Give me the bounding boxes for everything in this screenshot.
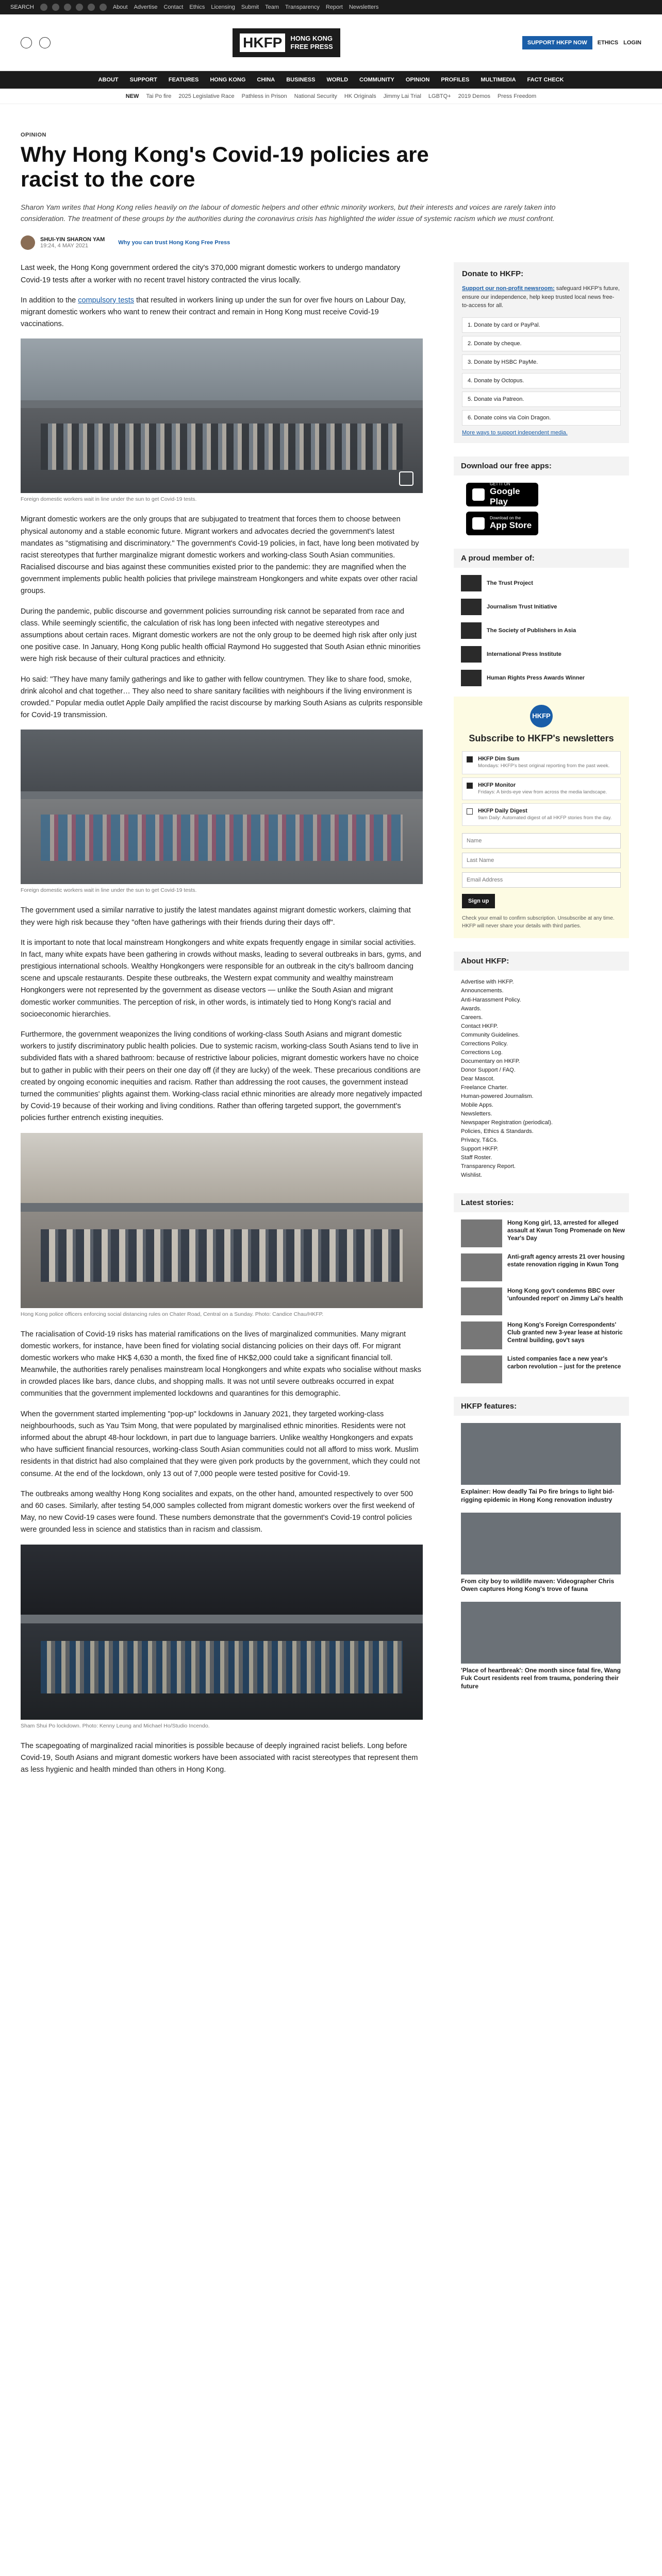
feature-image [461, 1423, 621, 1485]
about-link[interactable]: Dear Mascot. [461, 1075, 495, 1082]
inline-link[interactable]: compulsory tests [78, 296, 135, 304]
menu-icon[interactable] [21, 37, 32, 48]
trending-item[interactable]: National Security [294, 93, 337, 99]
social-links [40, 4, 107, 11]
paragraph: The government used a similar narrative to justify the latest mandates against migrant domestic workers, claiming that they were high risk because they "often have gatherings with their friends during their days off". [21, 906, 411, 927]
article-wrap [21, 104, 641, 1784]
search-icon[interactable] [39, 37, 51, 48]
member-logo[interactable]: Human Rights Press Awards Winner [461, 670, 629, 686]
ipi-icon [461, 646, 482, 663]
apps-title: Download our free apps: [454, 456, 629, 476]
trending-item[interactable]: 2025 Legislative Race [178, 93, 235, 99]
article-body [21, 262, 423, 1784]
about-list [454, 978, 629, 1180]
article-photo [21, 730, 423, 884]
story-thumbnail [461, 1355, 502, 1383]
paragraph: The outbreaks among wealthy Hong Kong socialites and expats, on the other hand, amounted respectively to over 500 and 60 cases. Similarly, after testing 54,000 samples collected from migrant domestic workers over the first weekend of May, no new Covid-19 cases were found. These numbers demonstrate that the government's Covid-19 control policies were grounded less in science and statistics than in racism and classism. [21, 1489, 415, 1534]
about-link[interactable]: Mobile Apps. [461, 1102, 493, 1109]
trending-label: NEW [125, 93, 139, 99]
last-name-field[interactable] [462, 853, 621, 868]
feature-story[interactable] [454, 1602, 629, 1691]
topbar-link[interactable]: Report [325, 4, 343, 10]
donate-option[interactable]: 4. Donate by Octopus. [462, 373, 621, 388]
topbar-link[interactable]: Newsletters [349, 4, 379, 10]
telegram-icon[interactable] [88, 4, 95, 11]
about-link[interactable]: Community Guidelines. [461, 1031, 520, 1038]
support-button[interactable]: SUPPORT HKFP NOW [522, 36, 592, 49]
about-link[interactable]: Donor Support / FAQ. [461, 1066, 516, 1073]
nav-item[interactable]: PROFILES [441, 77, 470, 83]
feature-story[interactable] [454, 1513, 629, 1594]
about-link[interactable]: Newsletters. [461, 1111, 492, 1117]
about-link[interactable]: Support HKFP. [461, 1146, 499, 1153]
logo-mark: HKFP [240, 33, 285, 52]
latest-story[interactable] [461, 1321, 629, 1349]
masthead-icons [21, 37, 51, 48]
topbar-link[interactable]: Submit [241, 4, 259, 10]
member-logo[interactable]: International Press Institute [461, 646, 629, 663]
newsletter-option[interactable]: HKFP Monitor Fridays: A birds-eye view from across the media landscape. [462, 777, 621, 800]
about-link[interactable]: Documentary on HKFP. [461, 1058, 520, 1064]
about-link[interactable]: Corrections Policy. [461, 1040, 508, 1047]
latest-story[interactable] [461, 1355, 629, 1383]
linkedin-icon[interactable] [100, 4, 107, 11]
latest-story[interactable] [461, 1253, 629, 1281]
main-nav [0, 71, 662, 89]
author-name[interactable]: SHUI-YIN SHARON YAM [40, 236, 105, 243]
about-link[interactable]: Policies, Ethics & Standards. [461, 1128, 534, 1135]
latest-title: Latest stories: [454, 1193, 629, 1212]
member-logo[interactable]: The Society of Publishers in Asia [461, 622, 629, 639]
google-play-icon [472, 488, 485, 501]
topbar-link[interactable]: Team [265, 4, 279, 10]
article-photo [21, 338, 423, 493]
donate-option[interactable]: 2. Donate by cheque. [462, 336, 621, 351]
donate-box [454, 262, 629, 443]
member-logo[interactable]: Journalism Trust Initiative [461, 599, 629, 615]
name-field[interactable] [462, 833, 621, 849]
article-photo [21, 1133, 423, 1308]
story-thumbnail [461, 1287, 502, 1315]
facebook-icon[interactable] [40, 4, 47, 11]
topbar-link[interactable]: Advertise [134, 4, 158, 10]
hrpa-icon [461, 670, 482, 686]
latest-list [454, 1219, 629, 1383]
feature-image [461, 1602, 621, 1664]
paragraph: Migrant domestic workers are the only groups that are subjugated to treatment that forces them to choose between physical autonomy and a stable economic future. Migrant workers and advocates decried the government's latest mandates as "stigmatising and discriminatory." The government's Covid-19 policies, in fact, have long been motivated by racist stereotypes that further marginalize migrant domestic workers and working-class South Asian communities. Racialised discourse and bias against these communities existed prior to the pandemic: they are magnified when the government implements public health policies that privilege mainstream Hongkongers and white expats over other racial groups. [21, 515, 419, 596]
trending-item[interactable]: Jimmy Lai Trial [383, 93, 421, 99]
about-link[interactable]: Staff Roster. [461, 1155, 492, 1161]
nav-item[interactable]: HONG KONG [210, 77, 246, 83]
sopa-icon [461, 622, 482, 639]
donate-intro: Support our non-profit newsroom: safeguard HKFP's future, ensure our independence, help keep trusted local news free-to-access for all. [462, 285, 620, 309]
story-title: Listed companies face a new year's carbon revolution – just for the pretence [507, 1356, 621, 1370]
donate-more-link[interactable]: More ways to support independent media. [462, 429, 568, 436]
about-link[interactable]: Anti-Harassment Policy. [461, 996, 521, 1003]
trending-item[interactable]: Tai Po fire [146, 93, 172, 99]
topbar-link[interactable]: Licensing [211, 4, 235, 10]
about-link[interactable]: Corrections Log. [461, 1049, 503, 1056]
newsletter-option[interactable]: HKFP Daily Digest 9am Daily: Automated digest of all HKFP stories from the day. [462, 803, 621, 826]
expand-icon[interactable] [399, 471, 413, 486]
about-link[interactable]: Advertise with HKFP. [461, 979, 514, 986]
youtube-icon[interactable] [76, 4, 83, 11]
nav-item[interactable]: WORLD [326, 77, 349, 83]
trust-project-icon [461, 575, 482, 591]
about-title: About HKFP: [454, 952, 629, 971]
checkbox-checked-icon [467, 756, 473, 762]
topbar-link[interactable]: About [112, 4, 128, 10]
about-link[interactable]: Contact HKFP. [461, 1023, 498, 1029]
donate-option[interactable]: 5. Donate via Patreon. [462, 392, 621, 407]
paragraph: It is important to note that local mainstream Hongkongers and white expats frequently engage in similar social activities. In fact, many white expats have been gathering in crowds without masks, leading to several outbreaks in bars, gyms, and prestigious international schools. Wealthy Hongkongers were responsible for an outbreak in the city's ballroom dancing scene and upscale restaurants. Despite these outbreaks, the Western expat community and wealthy mainstream Hongkongers were not represented by the government as disease vectors — unlike the South Asian and migrant domestic worker communities. The perception of risk, in other words, is intimately tied to Hong Kong's racial and socioeconomic hierarchies. [21, 938, 421, 1019]
content-columns [21, 262, 641, 1784]
trust-link[interactable]: Why you can trust Hong Kong Free Press [118, 240, 230, 246]
member-logo[interactable]: The Trust Project [461, 575, 629, 591]
topbar-link[interactable]: Transparency [285, 4, 320, 10]
newsletter-option[interactable]: HKFP Dim Sum Mondays: HKFP's best original reporting from the past week. [462, 751, 621, 774]
trending-item[interactable]: HK Originals [344, 93, 376, 99]
feature-image [461, 1513, 621, 1574]
latest-story[interactable] [461, 1219, 629, 1247]
latest-story[interactable] [461, 1287, 629, 1315]
paragraph: Ho said: "They have many family gatherings and like to gather with fellow countrymen. They like to share food, smoke, drink alcohol and chat together… They also need to share sanitary facilities with neighbours if the living environment is crowded." Popular media outlet Apple Daily amplified the racist discourse by marking South Asians as culprits responsible for Covid-19 transmission. [21, 675, 423, 720]
logo-name: HONG KONG FREE PRESS [290, 34, 333, 50]
newsletter-box [454, 697, 629, 939]
author-avatar [21, 235, 35, 250]
sidebar [454, 262, 629, 1784]
features-list [454, 1423, 629, 1690]
paragraph: The racialisation of Covid-19 risks has material ramifications on the lives of marginalized communities. Many migrant domestic workers, for instance, have been fined for violating social distancing policies on their days off. For migrant domestic workers who make HK$ 4,630 a month, the fixed fine of HK$2,000 could take a significant financial toll. Meanwhile, the authorities rarely penalises mainstream local Hongkongers and white expats who socialise without masks in crowded places like bars, dance clubs, and shopping malls. It was not until severe outbreaks occurred in expat communities that the government implemented lockdowns and quarantines for this demographic. [21, 1330, 421, 1398]
newsletter-note: Check your email to confirm subscription. Unsubscribe at any time. HKFP will never share your details with third parties. [462, 916, 615, 929]
paragraph: Furthermore, the government weaponizes the living conditions of working-class South Asians and migrant domestic workers to justify discriminatory public health policies. Due to systemic racism, working-class South Asians tend to live in subdivided flats with a shared bathroom: because of restrictive labour policies, migrant domestic workers have no choice but to gather in public with their peers on their one day off (if they are lucky) of the week. These precarious conditions are created by ongoing economic inequities and racism. Rather than addressing the root causes, the government instead turned the communities' plights against them. Working-class racial ethnic minorities are already more negatively impacted by Covid-19 because of their working and living conditions. Rather than offering targeted support, the government's policies further entrench existing inequities. [21, 1030, 422, 1123]
nav-item[interactable]: BUSINESS [286, 77, 316, 83]
about-link[interactable]: Newspaper Registration (periodical). [461, 1120, 553, 1126]
hkfp-badge: HKFP [530, 705, 553, 727]
paragraph: Last week, the Hong Kong government ordered the city's 370,000 migrant domestic workers to undergo mandatory Covid-19 tests after a worker with no recent travel history contracted the virus locally. [21, 264, 401, 284]
feature-title: 'Place of heartbreak': One month since fatal fire, Wang Fuk Court residents reel from trauma, pondering their future [461, 1666, 621, 1690]
story-title: Hong Kong gov't condemns BBC over 'unfounded report' on Jimmy Lai's health [507, 1288, 623, 1302]
about-section [454, 952, 629, 1180]
masthead-actions [522, 36, 641, 49]
feature-story[interactable] [454, 1423, 629, 1504]
login-link[interactable]: LOGIN [623, 39, 641, 46]
features-title: HKFP features: [454, 1397, 629, 1416]
member-title: A proud member of: [454, 549, 629, 568]
feature-title: From city boy to wildlife maven: Videographer Chris Owen captures Hong Kong's trove of fauna [461, 1577, 615, 1593]
apple-icon [472, 517, 485, 530]
feature-title: Explainer: How deadly Tai Po fire brings to light bid-rigging epidemic in Hong Kong renovation industry [461, 1488, 615, 1504]
email-field[interactable] [462, 872, 621, 888]
publish-date: 19:24, 4 MAY 2021 [40, 243, 89, 249]
about-link[interactable]: Freelance Charter. [461, 1084, 508, 1091]
paragraph: During the pandemic, public discourse and government policies surrounding risk cannot be separated from race and class. While seemingly scientific, the calculation of risk has long been infected with negative stereotypes and assumptions about certain races. Migrant domestic workers are not the only group to be deemed high risk after only just one positive case. In January, Hong Kong public health official Raymond Ho suggested that South Asian ethnic minorities were high risk because of their cultural practices and ethnicity. [21, 607, 421, 664]
twitter-icon[interactable] [64, 4, 71, 11]
photo-caption: Foreign domestic workers wait in line under the sun to get Covid-19 tests. [21, 887, 197, 894]
site-logo[interactable] [233, 28, 340, 57]
article-category[interactable]: OPINION [21, 132, 46, 138]
paragraph: The scapegoating of marginalized racial minorities is possible because of deeply ingrained racist beliefs. Long before Covid-19, South Asians and migrant domestic workers have been associated with racist stereotypes that represent them as less hygienic and health minded than others in Hong Kong. [21, 1741, 418, 1774]
nav-item[interactable]: SUPPORT [129, 77, 157, 83]
app-store-badge[interactable]: Download on the App Store [466, 512, 538, 535]
nav-item[interactable]: FACT CHECK [527, 77, 564, 83]
topbar-link[interactable]: Ethics [189, 4, 205, 10]
about-link[interactable]: Privacy, T&Cs. [461, 1137, 498, 1144]
search-link[interactable]: SEARCH [10, 4, 34, 10]
about-link[interactable]: Careers. [461, 1014, 483, 1021]
trending-item[interactable]: LGBTQ+ [428, 93, 451, 99]
nav-item[interactable]: COMMUNITY [359, 77, 394, 83]
nav-item[interactable]: ABOUT [98, 77, 119, 83]
photo-caption: Hong Kong police officers enforcing social distancing rules on Chater Road, Central on a Sunday. Photo: Candice Chau/HKFP. [21, 1311, 324, 1317]
masthead [0, 14, 662, 71]
donate-title: Donate to HKFP: [462, 269, 524, 279]
about-link[interactable]: Human-powered Journalism. [461, 1093, 534, 1100]
trending-item[interactable]: Pathless in Prison [241, 93, 287, 99]
trending-item[interactable]: Press Freedom [498, 93, 537, 99]
trending-item[interactable]: 2019 Demos [458, 93, 491, 99]
about-link[interactable]: Transparency Report. [461, 1163, 516, 1170]
story-title: Anti-graft agency arrests 21 over housing estate renovation rigging in Kwun Tong [507, 1254, 625, 1268]
instagram-icon[interactable] [52, 4, 59, 11]
nav-item[interactable]: OPINION [405, 77, 430, 83]
story-thumbnail [461, 1321, 502, 1349]
newsletter-title: Subscribe to HKFP's newsletters [469, 733, 614, 743]
jti-icon [461, 599, 482, 615]
checkbox-checked-icon [467, 783, 473, 789]
article-headline: Why Hong Kong's Covid-19 policies are racist to the core [21, 142, 429, 192]
donate-option[interactable]: 1. Donate by card or PayPal. [462, 317, 621, 333]
story-thumbnail [461, 1253, 502, 1281]
story-title: Hong Kong's Foreign Correspondents' Club granted new 3-year lease at historic Central building, gov't says [507, 1322, 623, 1344]
about-link[interactable]: Wishlist. [461, 1172, 482, 1179]
trending-bar [0, 89, 662, 104]
ethics-link[interactable]: ETHICS [597, 39, 619, 46]
donate-option[interactable]: 3. Donate by HSBC PayMe. [462, 354, 621, 370]
google-play-badge[interactable]: GET IT ON Google Play [466, 483, 538, 506]
nav-item[interactable]: FEATURES [168, 77, 199, 83]
paragraph: When the government started implementing "pop-up" lockdowns in January 2021, they targeted working-class neighbourhoods, such as Yau Tsim Mong, that were populated by marginalised ethnic minorities. Residents were not informed about the abrupt 48-hour lockdown, in part due to language barriers. Unlike wealthy Hongkongers and expats who have sufficient financial resources, working-class South Asian communities could not all afford to miss work. Muslim residents in that district had also complained that they were given pork products by the government, which they could not consume. At the end of the lockdown, only 13 out of 7,000 people were tested positive for Covid-19. [21, 1410, 420, 1478]
story-thumbnail [461, 1219, 502, 1247]
paragraph: In addition to the compulsory tests that resulted in workers lining up under the sun for over five hours on Labour Day, migrant domestic workers who want to renew their contract and remain in Hong Kong must receive Covid-19 vaccinations. [21, 296, 406, 329]
article-photo [21, 1545, 423, 1720]
story-title: Hong Kong girl, 13, arrested for alleged assault at Kwun Tong Promenade on New Year's Day [507, 1220, 625, 1242]
photo-caption: Sham Shui Po lockdown. Photo: Kenny Leung and Michael Ho/Studio Incendo. [21, 1722, 210, 1729]
about-link[interactable]: Awards. [461, 1005, 482, 1012]
utility-bar [0, 0, 662, 14]
nav-item[interactable]: CHINA [257, 77, 275, 83]
photo-caption: Foreign domestic workers wait in line under the sun to get Covid-19 tests. [21, 496, 197, 503]
topbar-link[interactable]: Contact [163, 4, 184, 10]
checkbox-icon [467, 808, 473, 815]
donate-option[interactable]: 6. Donate coins via Coin Dragon. [462, 410, 621, 426]
byline [21, 235, 641, 250]
article-standfirst: Sharon Yam writes that Hong Kong relies heavily on the labour of domestic helpers and other ethnic minority workers, but their interests and voices are rarely taken into consideration. The treatment of these groups by the authorities during the coronavirus crisis has highlighted the wider issue of systemic racism which we must confront. [21, 202, 556, 223]
about-link[interactable]: Announcements. [461, 988, 504, 994]
signup-button[interactable]: Sign up [462, 894, 495, 908]
nav-item[interactable]: MULTIMEDIA [481, 77, 516, 83]
